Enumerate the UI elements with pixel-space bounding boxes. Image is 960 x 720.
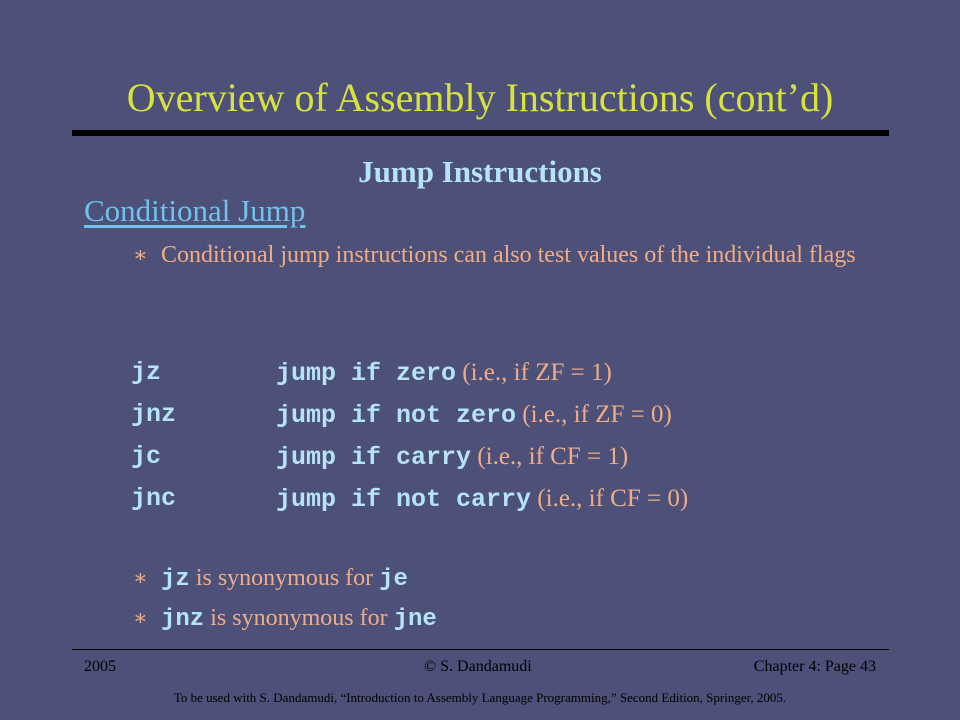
- synonym-text: is synonymous for: [210, 605, 388, 631]
- jump-mnemonic: jz: [131, 358, 162, 387]
- jump-description: jump if not carry: [276, 485, 532, 514]
- synonym-equivalent: je: [379, 566, 408, 593]
- jump-description: jump if zero: [276, 359, 457, 388]
- synonym-text: is synonymous for: [195, 565, 374, 591]
- jump-mnemonic: jnz: [131, 400, 177, 429]
- title-divider: [72, 130, 889, 136]
- synonym-bullet: [133, 561, 408, 597]
- jump-note: (i.e., if ZF = 0): [522, 401, 672, 428]
- footer-divider: [72, 649, 889, 650]
- bullet-item: [133, 238, 893, 272]
- slide-title: Overview of Assembly Instructions (cont’d): [126, 75, 834, 120]
- synonym-term: jnz: [161, 606, 205, 633]
- jump-mnemonic: jc: [131, 442, 162, 471]
- jump-mnemonic: jnc: [131, 484, 177, 513]
- bullet-icon: ∗: [133, 242, 148, 267]
- bullet-icon: ∗: [133, 565, 148, 590]
- footer-page-number: Chapter 4: Page 43: [753, 658, 876, 675]
- footer-author: © S. Dandamudi: [424, 658, 532, 675]
- jump-description: jump if carry: [276, 443, 472, 472]
- slide-subtitle: Jump Instructions: [358, 154, 602, 189]
- jump-note: (i.e., if CF = 0): [537, 485, 689, 512]
- synonym-equivalent: jne: [393, 606, 437, 633]
- jump-description: jump if not zero: [276, 401, 517, 430]
- footer-credit: To be used with S. Dandamudi, “Introduction to Assembly Language Programming,” Second Edition, Springer, 2005.: [173, 690, 787, 705]
- synonym-bullet: [133, 601, 437, 637]
- section-heading: Conditional Jump: [84, 193, 306, 228]
- synonym-term: jz: [161, 566, 190, 593]
- bullet-text: Conditional jump instructions can also test values of the individual flags: [161, 242, 856, 268]
- jump-note: (i.e., if CF = 1): [477, 443, 629, 470]
- jump-note: (i.e., if ZF = 1): [462, 359, 612, 386]
- bullet-icon: ∗: [133, 605, 148, 630]
- footer-year: 2005: [84, 658, 116, 675]
